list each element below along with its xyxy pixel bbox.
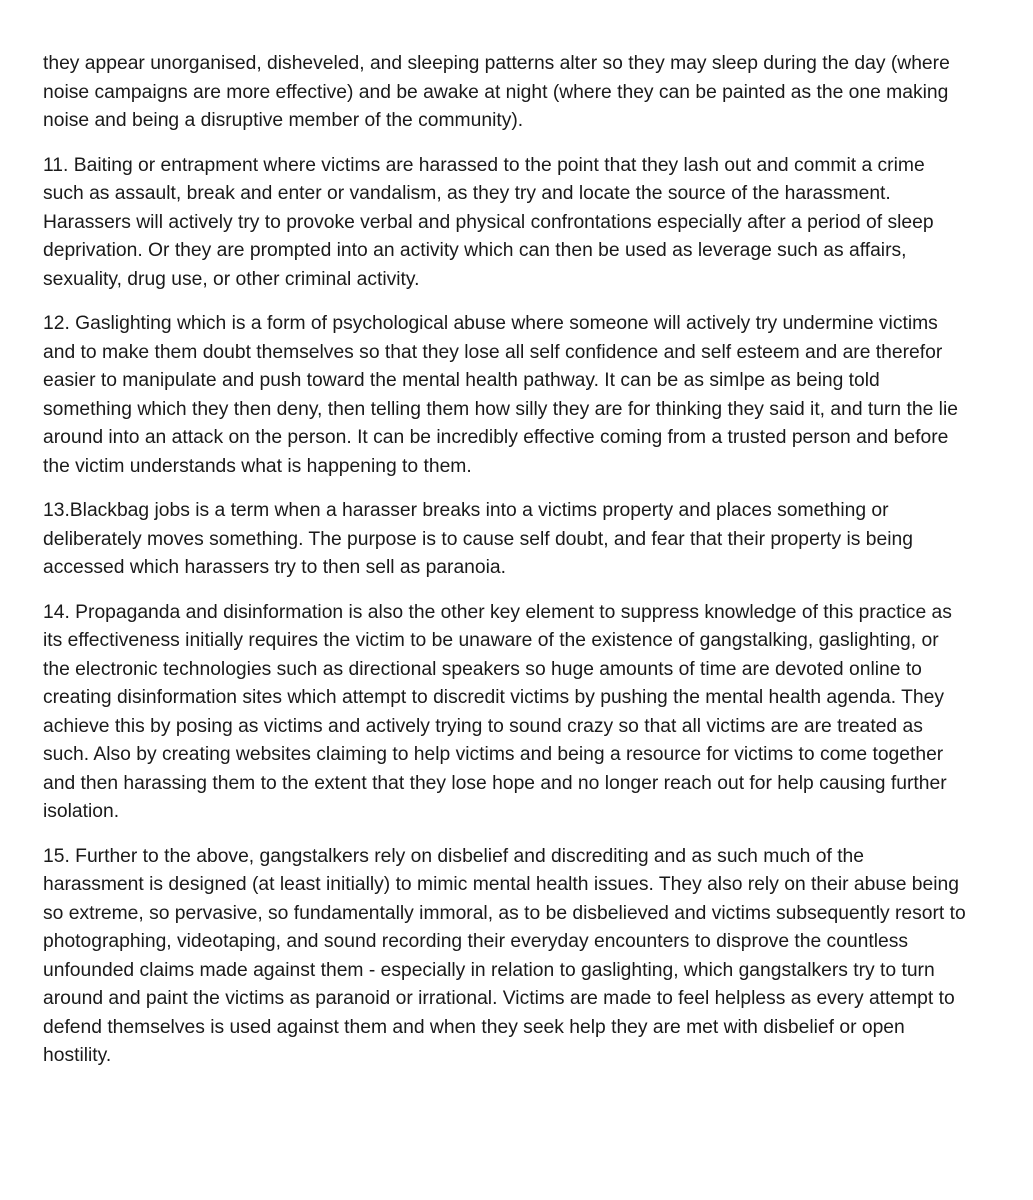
paragraph-item-11: 11. Baiting or entrapment where victims are harassed to the point that they lash out and commit a crime such as assault, break and enter or vandalism, as they try and locate the source of the harassment. Harassers will actively try to provoke verbal and physical confrontations especially after a period of sleep deprivation. Or they are prompted into an activity which can then be used as leverage such as affairs, sexuality, drug use, or other criminal activity.: [43, 154, 934, 290]
document-page: [43, 50, 968, 1087]
paragraph-item-15: 15. Further to the above, gangstalkers rely on disbelief and discrediting and as such much of the harassment is designed (at least initially) to mimic mental health issues. They also rely on their abuse being so extreme, so pervasive, so fundamentally immoral, as to be disbelieved and victims subsequently resort to photographing, videotaping, and sound recording their everyday encounters to disprove the countless unfounded claims made against them - especially in relation to gaslighting, which gangstalkers try to turn around and paint the victims as paranoid or irrational. Victims are made to feel helpless as every attempt to defend themselves is used against them and when they seek help they are met with disbelief or open hostility.: [43, 845, 966, 1066]
paragraph-item-14: 14. Propaganda and disinformation is also the other key element to suppress knowledge of this practice as its effectiveness initially requires the victim to be unaware of the existence of gangstalking, gaslighting, or the electronic technologies such as directional speakers so huge amounts of time are devoted online to creating disinformation sites which attempt to discredit victims by pushing the mental health agenda. They achieve this by posing as victims and actively trying to sound crazy so that all victims are are treated as such. Also by creating websites claiming to help victims and being a resource for victims to come together and then harassing them to the extent that they lose hope and no longer reach out for help causing further isolation.: [43, 601, 952, 822]
paragraph-continuation: they appear unorganised, disheveled, and sleeping patterns alter so they may sleep during the day (where noise campaigns are more effective) and be awake at night (where they can be painted as the one making noise and being a disruptive member of the community).: [43, 53, 950, 131]
paragraph-item-13: 13.Blackbag jobs is a term when a harasser breaks into a victims property and places something or deliberately moves something. The purpose is to cause self doubt, and fear that their property is being accessed which harassers try to then sell as paranoia.: [43, 500, 913, 578]
paragraph-item-12: 12. Gaslighting which is a form of psychological abuse where someone will actively try undermine victims and to make them doubt themselves so that they lose all self confidence and self esteem and are therefor easier to manipulate and push toward the mental health pathway. It can be as simlpe as being told something which they then deny, then telling them how silly they are for thinking they said it, and turn the lie around into an attack on the person. It can be incredibly effective coming from a trusted person and before the victim understands what is happening to them.: [43, 313, 958, 477]
